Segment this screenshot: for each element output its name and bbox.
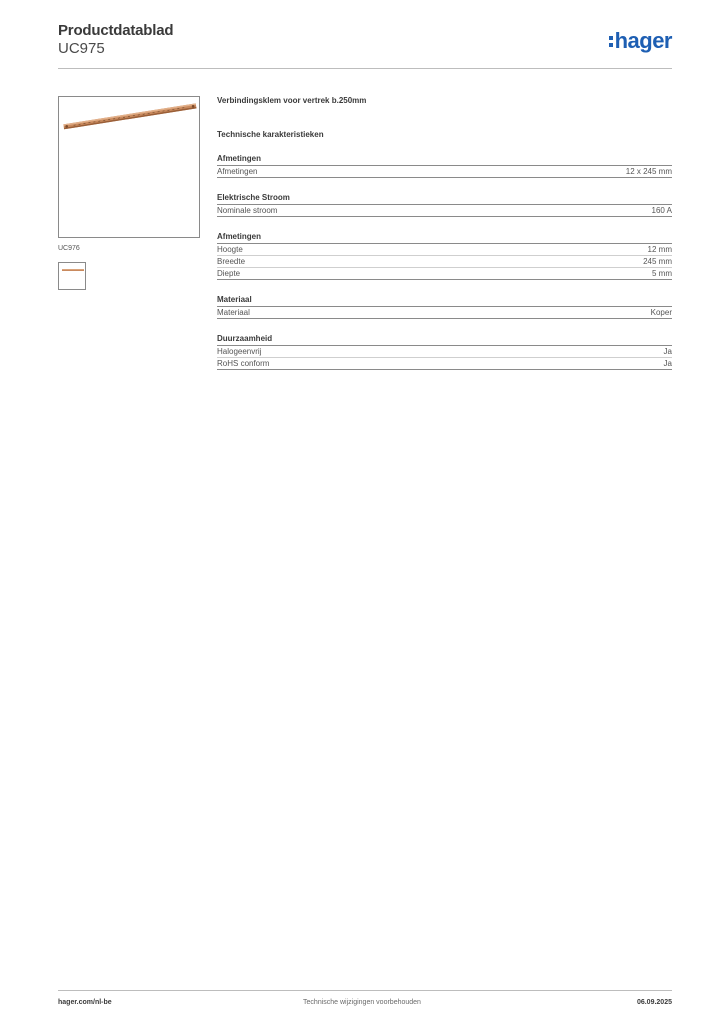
spec-label: RoHS conform [217,359,270,368]
logo-text: hager [614,28,672,53]
section-title: Materiaal [217,295,672,307]
spec-label: Afmetingen [217,167,258,176]
footer-website-link[interactable]: hager.com/nl-be [58,999,112,1006]
spec-label: Diepte [217,269,241,278]
hager-logo [609,28,672,54]
spec-value: Koper [650,308,672,317]
spec-section [217,154,672,178]
spec-row [217,346,672,358]
spec-section [217,295,672,319]
logo-dots-icon [609,36,613,47]
tech-heading: Technische karakteristieken [217,130,324,139]
header-divider [58,68,672,69]
spec-section [217,232,672,280]
section-title: Elektrische Stroom [217,193,672,205]
spec-label: Materiaal [217,308,250,317]
footer-notice: Technische wijzigingen voorbehouden [303,999,421,1006]
product-description: Verbindingsklem voor vertrek b.250mm [217,96,367,105]
product-image [58,96,200,238]
spec-section [217,334,672,370]
page-title: Productdatablad [58,22,174,39]
variant-code: UC976 [58,245,80,252]
spec-label: Halogeenvrij [217,347,262,356]
spec-section [217,193,672,217]
copper-bar-icon [59,97,201,239]
spec-row [217,256,672,268]
spec-value: 12 mm [647,245,672,254]
product-code: UC975 [58,40,105,57]
spec-label: Hoogte [217,245,243,254]
variant-thumbnail[interactable] [58,262,86,290]
section-title: Afmetingen [217,154,672,166]
spec-content [217,96,672,370]
spec-row [217,358,672,370]
spec-label: Breedte [217,257,246,266]
spec-value: 12 x 245 mm [625,167,672,176]
spec-row [217,166,672,178]
spec-value: Ja [663,347,672,356]
spec-row [217,205,672,217]
spec-row [217,244,672,256]
spec-value: 5 mm [652,269,672,278]
spec-row [217,268,672,280]
footer-divider [58,990,672,991]
spec-value: 245 mm [643,257,672,266]
spec-label: Nominale stroom [217,206,278,215]
footer-date: 06.09.2025 [636,999,672,1006]
section-title: Afmetingen [217,232,672,244]
spec-row [217,307,672,319]
copper-bar-thumb-icon [59,263,87,291]
spec-value: Ja [663,359,672,368]
spec-value: 160 A [651,206,672,215]
section-title: Duurzaamheid [217,334,672,346]
